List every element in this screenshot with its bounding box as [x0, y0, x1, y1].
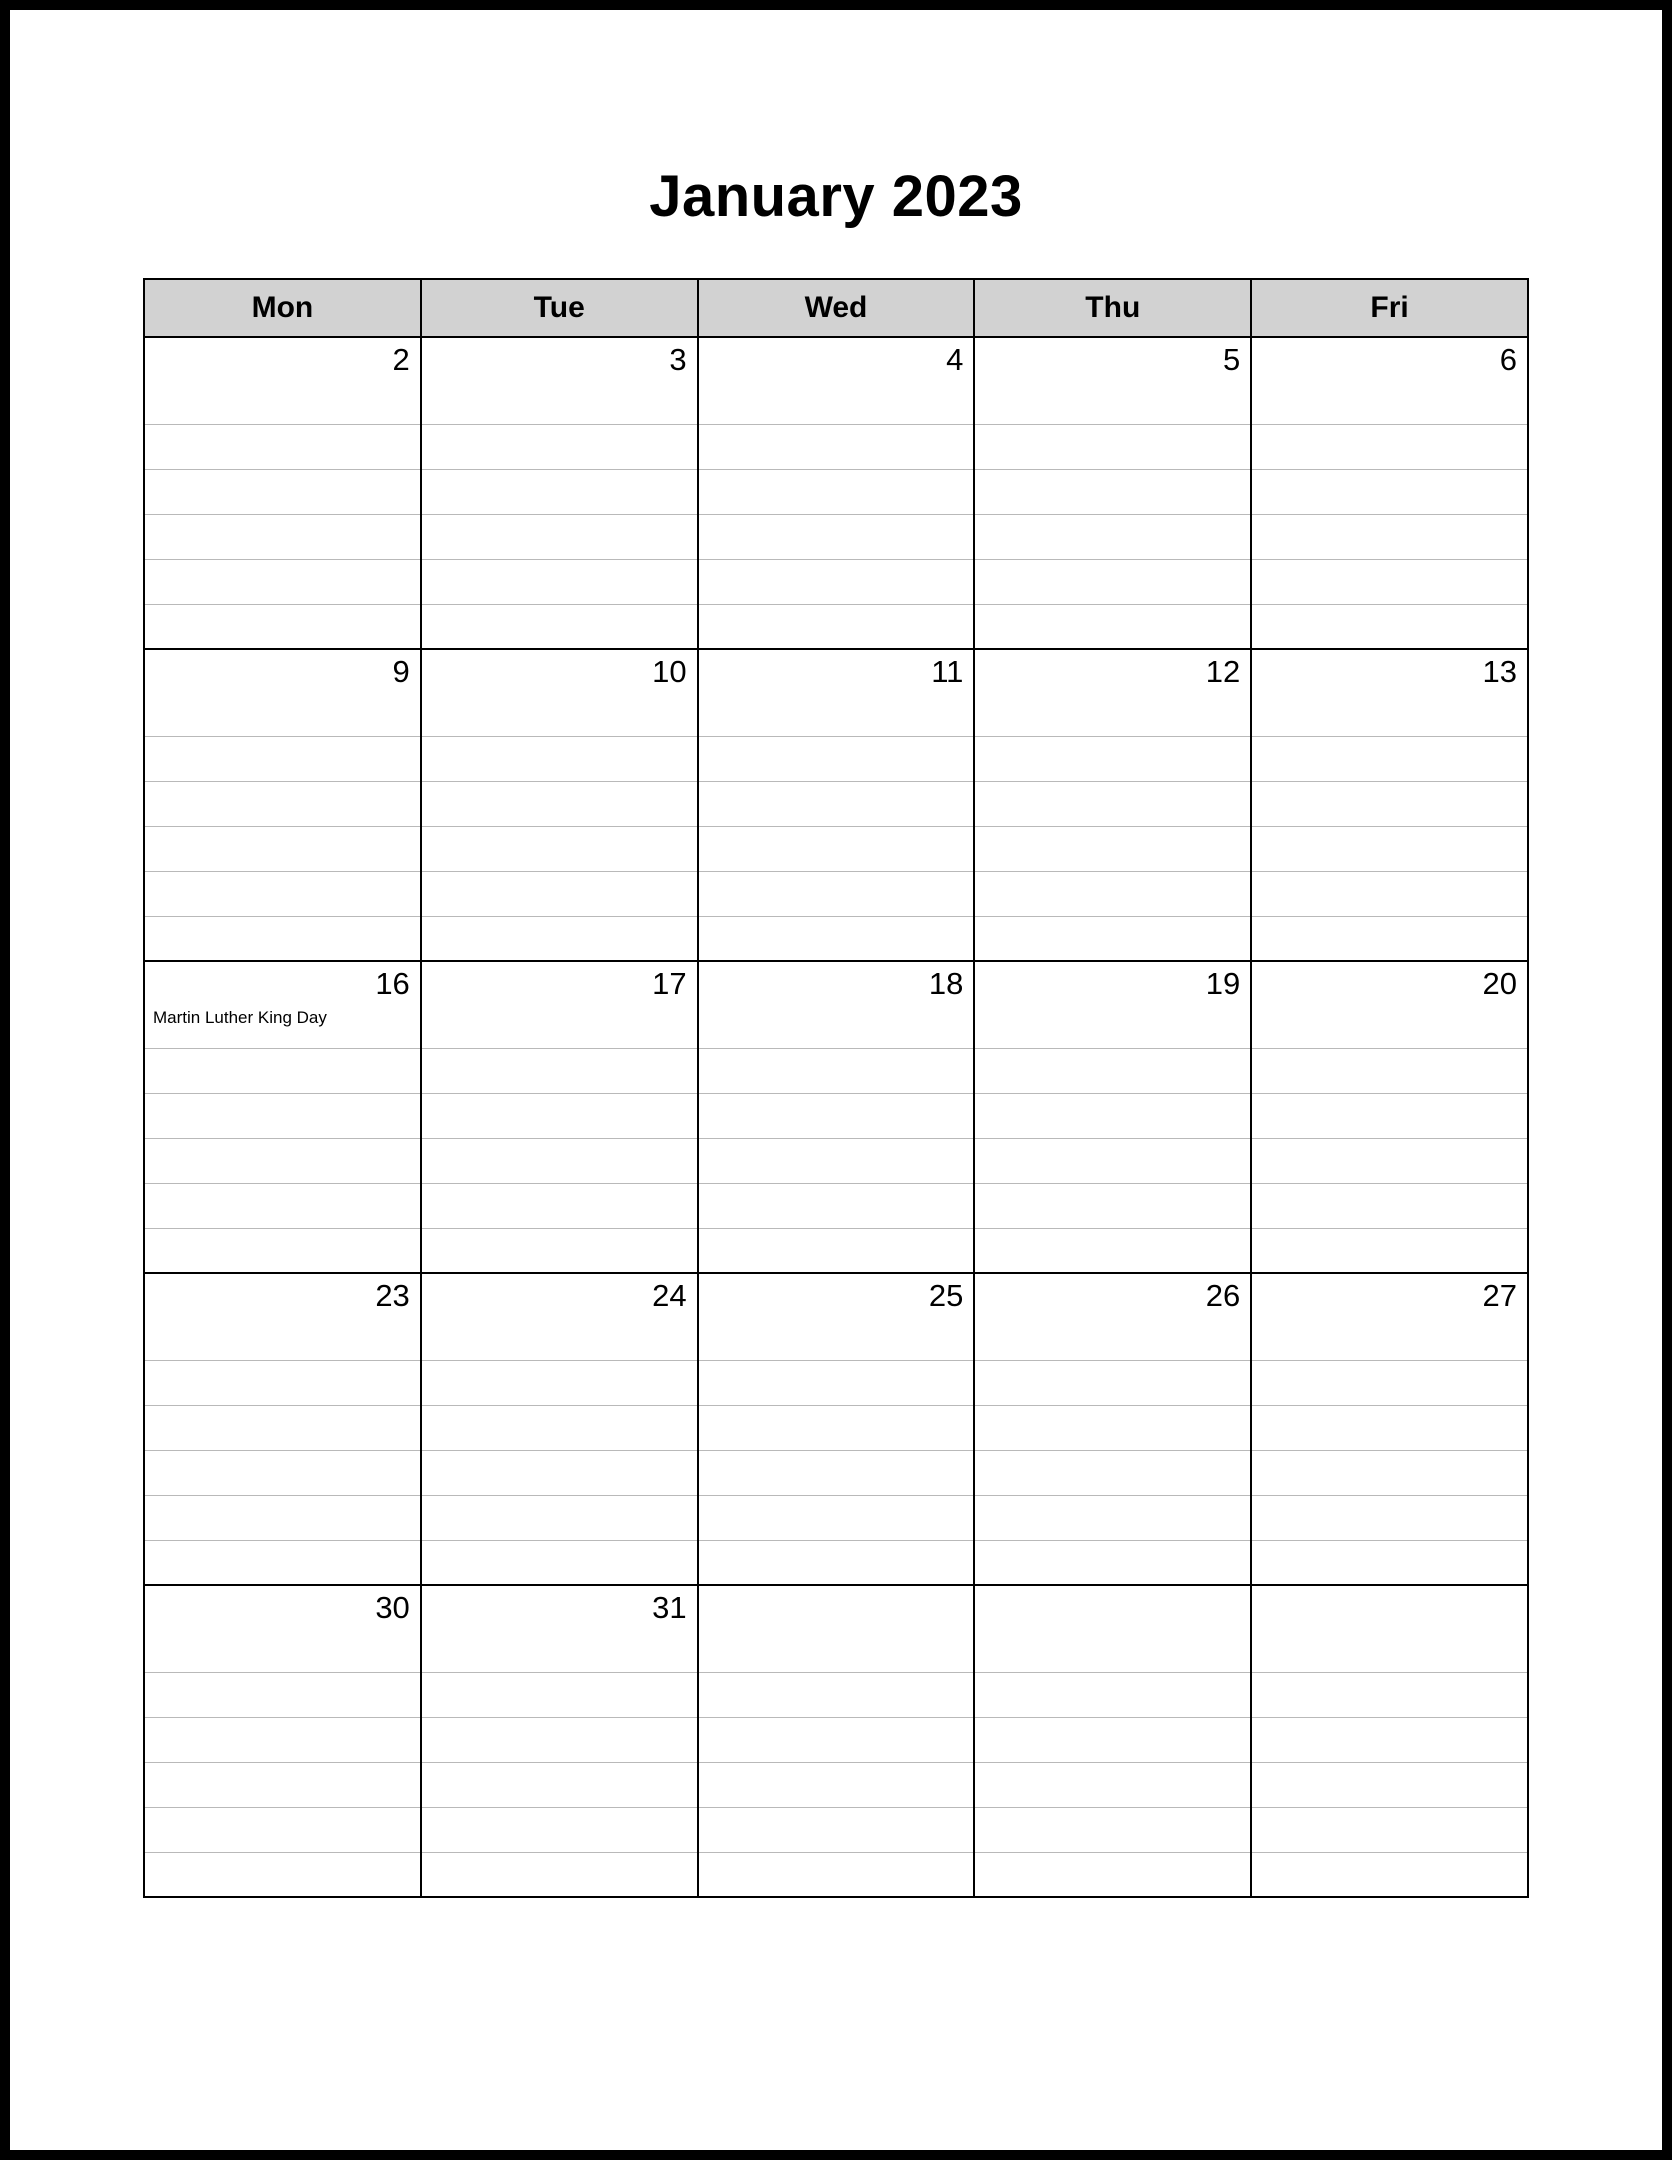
day-cell[interactable] — [698, 1273, 975, 1585]
writing-lines — [422, 1274, 697, 1584]
writing-lines — [145, 1586, 420, 1896]
writing-lines — [422, 962, 697, 1272]
writing-lines — [1252, 338, 1527, 648]
day-number: 10 — [652, 654, 687, 689]
day-cell[interactable] — [974, 337, 1251, 649]
writing-lines — [145, 650, 420, 960]
calendar-container — [143, 278, 1529, 1898]
writing-lines — [699, 338, 974, 648]
day-cell[interactable] — [144, 1273, 421, 1585]
day-number: 11 — [931, 654, 964, 689]
day-cell[interactable] — [144, 1585, 421, 1897]
writing-lines — [422, 650, 697, 960]
calendar-week-row — [144, 337, 1528, 649]
writing-lines — [145, 338, 420, 648]
day-number: 4 — [946, 342, 964, 377]
writing-lines — [1252, 650, 1527, 960]
day-cell[interactable] — [698, 1585, 975, 1897]
day-number: 31 — [652, 1590, 687, 1625]
writing-lines — [699, 650, 974, 960]
day-number: 20 — [1482, 966, 1517, 1001]
page-title: January 2023 — [649, 164, 1023, 229]
weekday-header-thu: Thu — [974, 279, 1251, 337]
weekday-header-wed: Wed — [698, 279, 975, 337]
weekday-header-fri: Fri — [1251, 279, 1528, 337]
day-number: 17 — [652, 966, 687, 1001]
day-number: 3 — [669, 342, 687, 377]
writing-lines — [975, 1274, 1250, 1584]
day-cell[interactable] — [1251, 961, 1528, 1273]
month-calendar-table — [143, 278, 1529, 1898]
day-cell[interactable] — [421, 649, 698, 961]
day-event-label: Martin Luther King Day — [153, 1008, 327, 1027]
writing-lines — [422, 1586, 697, 1896]
day-number: 26 — [1205, 1278, 1241, 1313]
day-number: 27 — [1482, 1278, 1517, 1313]
calendar-week-row — [144, 649, 1528, 961]
day-number: 30 — [375, 1590, 410, 1625]
day-cell[interactable] — [421, 337, 698, 649]
day-cell[interactable] — [974, 961, 1251, 1273]
day-number: 9 — [392, 654, 410, 689]
day-number: 2 — [392, 342, 410, 377]
day-cell[interactable] — [1251, 649, 1528, 961]
day-number: 19 — [1205, 966, 1241, 1001]
writing-lines — [975, 962, 1250, 1272]
day-cell[interactable] — [1251, 1585, 1528, 1897]
calendar-week-row — [144, 1585, 1528, 1897]
writing-lines — [699, 1586, 974, 1896]
day-number: 5 — [1222, 342, 1241, 377]
day-cell[interactable] — [421, 1273, 698, 1585]
day-cell[interactable] — [974, 1585, 1251, 1897]
day-cell[interactable] — [144, 649, 421, 961]
calendar-week-row — [144, 961, 1528, 1273]
weekday-header-row — [144, 279, 1528, 337]
writing-lines — [1252, 1586, 1527, 1896]
weekday-header-mon: Mon — [144, 279, 421, 337]
day-cell[interactable] — [698, 649, 975, 961]
day-number: 13 — [1482, 654, 1517, 689]
day-cell[interactable] — [144, 337, 421, 649]
day-cell[interactable] — [1251, 1273, 1528, 1585]
writing-lines — [1252, 962, 1527, 1272]
writing-lines — [699, 962, 974, 1272]
calendar-week-row — [144, 1273, 1528, 1585]
day-number: 6 — [1499, 342, 1517, 377]
writing-lines — [975, 1586, 1250, 1896]
day-cell[interactable] — [1251, 337, 1528, 649]
day-cell[interactable] — [974, 649, 1251, 961]
writing-lines — [1252, 1274, 1527, 1584]
day-number: 16 — [375, 966, 410, 1001]
writing-lines — [975, 338, 1250, 648]
day-cell[interactable] — [421, 961, 698, 1273]
writing-lines — [975, 650, 1250, 960]
day-cell[interactable] — [698, 961, 975, 1273]
weekday-header-tue: Tue — [421, 279, 698, 337]
day-cell[interactable] — [698, 337, 975, 649]
day-number: 18 — [928, 966, 964, 1001]
writing-lines — [145, 1274, 420, 1584]
day-number: 12 — [1205, 654, 1241, 689]
day-cell[interactable] — [144, 961, 421, 1273]
day-cell[interactable] — [421, 1585, 698, 1897]
writing-lines — [422, 338, 697, 648]
day-number: 24 — [652, 1278, 687, 1313]
day-number: 25 — [928, 1278, 964, 1313]
day-cell[interactable] — [974, 1273, 1251, 1585]
day-number: 23 — [375, 1278, 410, 1313]
writing-lines — [699, 1274, 974, 1584]
